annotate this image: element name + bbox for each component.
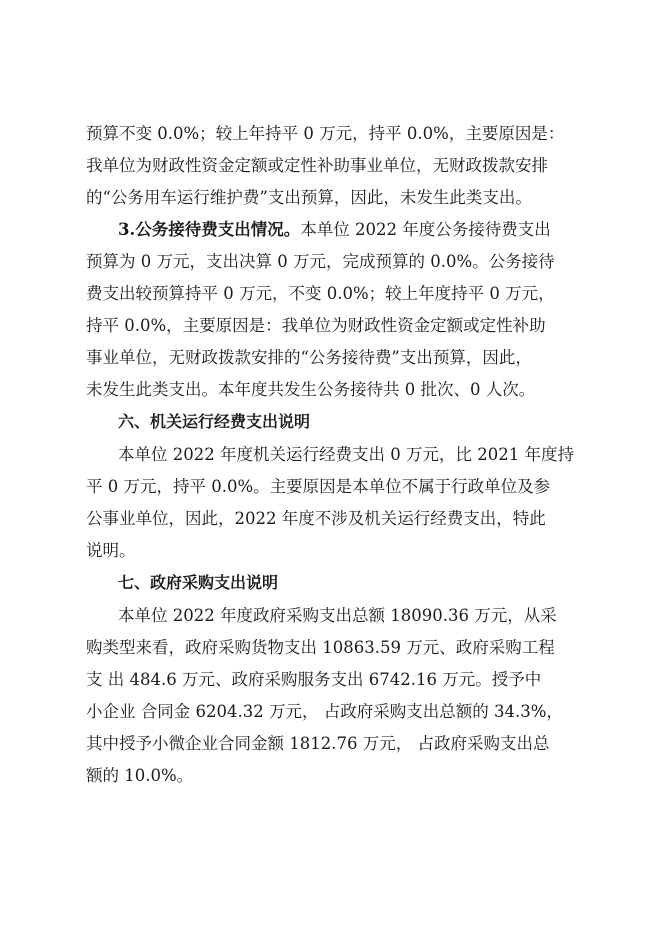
paragraph-line: 未发生此类支出。本年度共发生公务接待共 0 批次、0 人次。 [86, 380, 536, 399]
paragraph-line: 额的 10.0%。 [86, 766, 194, 785]
paragraph-line: 预算不变 0.0%；较上年持平 0 万元，持平 0.0%，主要原因是： [86, 124, 565, 143]
paragraph-line [118, 218, 551, 242]
paragraph-line: 我单位为财政性资金定额或定性补助事业单位，无财政拨款安排 [86, 156, 548, 175]
paragraph-line: 本单位 2022 年度机关运行经费支出 0 万元，比 2021 年度持 [118, 445, 574, 464]
paragraph-line: 平 0 万元，持平 0.0%。主要原因是本单位不属于行政单位及参 [86, 477, 551, 496]
paragraph-text: 本单位 2022 年度公务接待费支出 [300, 220, 551, 239]
paragraph-line: 费支出较预算持平 0 万元，不变 0.0%；较上年度持平 0 万元， [86, 284, 555, 303]
paragraph-line: 购类型来看，政府采购货物支出 10863.59 万元、政府采购工程 [86, 638, 555, 657]
paragraph-line: 支 出 484.6 万元、政府采购服务支出 6742.16 万元。授予中 [86, 670, 542, 689]
paragraph-line: 本单位 2022 年度政府采购支出总额 18090.36 万元，从采 [118, 606, 557, 625]
section-heading-7: 七、政府采购支出说明 [118, 573, 279, 592]
paragraph-line: 说明。 [86, 541, 136, 560]
paragraph-line: 事业单位，无财政拨款安排的“公务接待费”支出预算，因此， [86, 348, 532, 367]
section-heading-6: 六、机关运行经费支出说明 [118, 412, 311, 431]
paragraph-line: 小企业 合同金 6204.32 万元， 占政府采购支出总额的 34.3%， [86, 702, 563, 721]
paragraph-line: 的“公务用车运行维护费”支出预算，因此，未发生此类支出。 [86, 188, 532, 207]
paragraph-line: 预算为 0 万元，支出决算 0 万元，完成预算的 0.0%。公务接待 [86, 252, 555, 271]
paragraph-line: 持平 0.0%，主要原因是：我单位为财政性资金定额或定性补助 [86, 316, 546, 335]
subheading-reception: 3.公务接待费支出情况。 [118, 220, 301, 239]
paragraph-line: 公事业单位，因此，2022 年度不涉及机关运行经费支出，特此 [86, 509, 546, 528]
paragraph-line: 其中授予小微企业合同金额 1812.76 万元， 占政府采购支出总 [86, 734, 550, 753]
